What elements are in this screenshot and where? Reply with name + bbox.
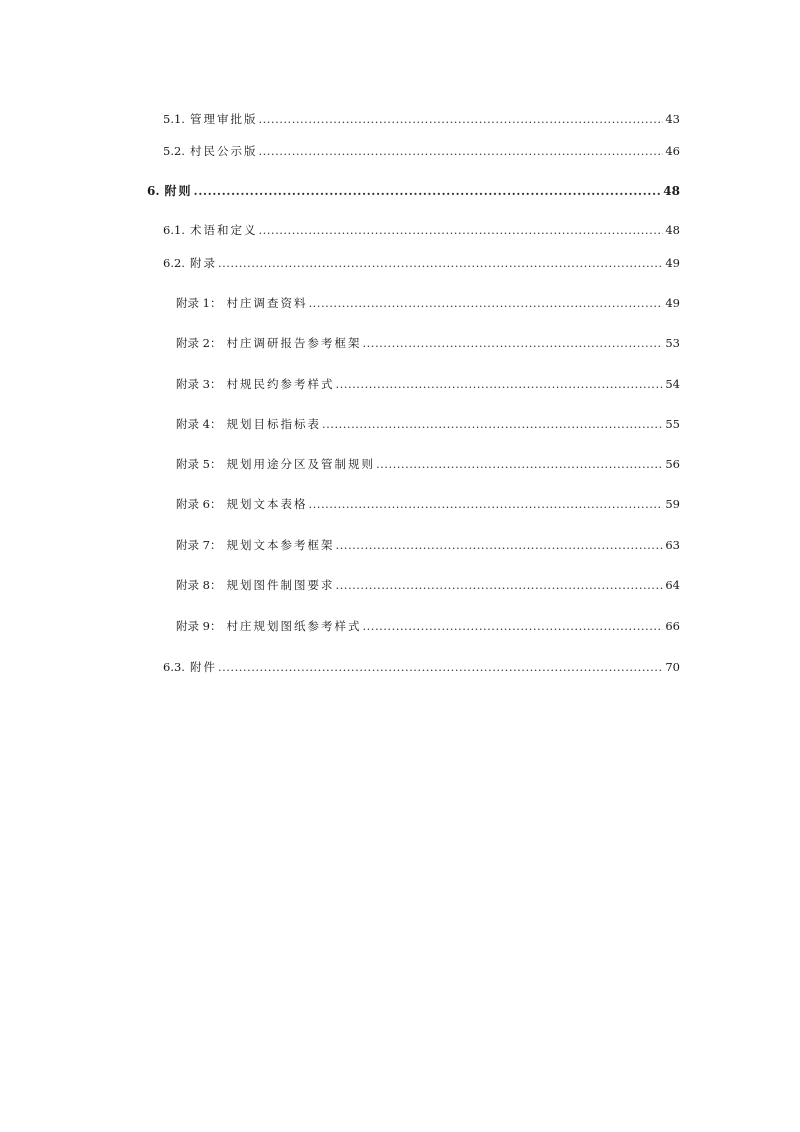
toc-entry-6-2[interactable] — [163, 256, 680, 270]
toc-entry-page: 49 — [665, 296, 680, 310]
toc-entry-number: 附录 4： — [176, 417, 222, 431]
toc-entry-title: 村庄调查资料 — [226, 296, 308, 310]
toc-leader-dots — [322, 417, 663, 431]
toc-entry-title: 规划目标指标表 — [226, 417, 321, 431]
toc-entry-number: 5.2. — [163, 144, 185, 158]
toc-entry-number: 6.3. — [163, 660, 185, 674]
toc-entry-appendix-3[interactable] — [176, 377, 680, 391]
toc-entry-page: 55 — [665, 417, 680, 431]
toc-entry-number: 附录 5： — [176, 457, 222, 471]
toc-entry-title: 村规民约参考样式 — [226, 377, 335, 391]
toc-entry-6[interactable] — [147, 184, 680, 198]
toc-leader-dots — [335, 538, 663, 552]
toc-entry-title: 术语和定义 — [189, 223, 258, 237]
toc-leader-dots — [335, 377, 663, 391]
toc-entry-page: 70 — [665, 660, 680, 674]
toc-entry-appendix-8[interactable] — [176, 578, 680, 592]
toc-leader-dots — [362, 619, 663, 633]
toc-entry-number: 附录 8： — [176, 578, 222, 592]
toc-entry-page: 49 — [665, 256, 680, 270]
toc-entry-number: 附录 3： — [176, 377, 222, 391]
toc-entry-appendix-9[interactable] — [176, 619, 680, 633]
toc-entry-5-2[interactable] — [163, 144, 680, 158]
toc-entry-title: 村庄调研报告参考框架 — [226, 336, 362, 350]
toc-entry-page: 46 — [665, 144, 680, 158]
toc-leader-dots — [218, 256, 663, 270]
toc-entry-title: 规划文本表格 — [226, 497, 308, 511]
toc-entry-number: 6.1. — [163, 223, 185, 237]
toc-entry-number: 附录 6： — [176, 497, 222, 511]
toc-entry-page: 53 — [665, 336, 680, 350]
toc-entry-number: 6. — [147, 184, 160, 198]
toc-entry-number: 附录 1： — [176, 296, 222, 310]
toc-entry-appendix-4[interactable] — [176, 417, 680, 431]
toc-entry-page: 64 — [665, 578, 680, 592]
toc-entry-page: 43 — [665, 112, 680, 126]
toc-entry-title: 村庄规划图纸参考样式 — [226, 619, 362, 633]
toc-entry-title: 附件 — [189, 660, 217, 674]
toc-entry-page: 48 — [663, 184, 680, 198]
toc-entry-6-1[interactable] — [163, 223, 680, 237]
toc-entry-page: 54 — [665, 377, 680, 391]
toc-leader-dots — [308, 497, 663, 511]
toc-entry-title: 附录 — [189, 256, 217, 270]
toc-leader-dots — [258, 112, 663, 126]
toc-entry-title: 管理审批版 — [189, 112, 258, 126]
toc-entry-page: 48 — [665, 223, 680, 237]
toc-entry-page: 63 — [665, 538, 680, 552]
toc-entry-page: 59 — [665, 497, 680, 511]
toc-entry-appendix-7[interactable] — [176, 538, 680, 552]
toc-leader-dots — [376, 457, 663, 471]
toc-leader-dots — [258, 144, 663, 158]
toc-entry-appendix-5[interactable] — [176, 457, 680, 471]
toc-leader-dots — [194, 184, 662, 198]
toc-entry-5-1[interactable] — [163, 112, 680, 126]
toc-entry-title: 规划文本参考框架 — [226, 538, 335, 552]
toc-entry-number: 附录 9： — [176, 619, 222, 633]
toc-leader-dots — [308, 296, 663, 310]
toc-entry-number: 附录 2： — [176, 336, 222, 350]
toc-leader-dots — [362, 336, 663, 350]
toc-entry-page: 56 — [665, 457, 680, 471]
toc-entry-number: 附录 7： — [176, 538, 222, 552]
toc-entry-title: 规划用途分区及管制规则 — [226, 457, 375, 471]
toc-entry-6-3[interactable] — [163, 660, 680, 674]
toc-entry-appendix-1[interactable] — [176, 296, 680, 310]
toc-entry-page: 66 — [665, 619, 680, 633]
toc-entry-title: 附则 — [164, 184, 193, 198]
toc-entry-title: 村民公示版 — [189, 144, 258, 158]
toc-entry-title: 规划图件制图要求 — [226, 578, 335, 592]
toc-leader-dots — [218, 660, 663, 674]
toc-leader-dots — [335, 578, 663, 592]
toc-entry-appendix-6[interactable] — [176, 497, 680, 511]
toc-entry-number: 5.1. — [163, 112, 185, 126]
toc-entry-appendix-2[interactable] — [176, 336, 680, 350]
toc-leader-dots — [258, 223, 663, 237]
toc-entry-number: 6.2. — [163, 256, 185, 270]
